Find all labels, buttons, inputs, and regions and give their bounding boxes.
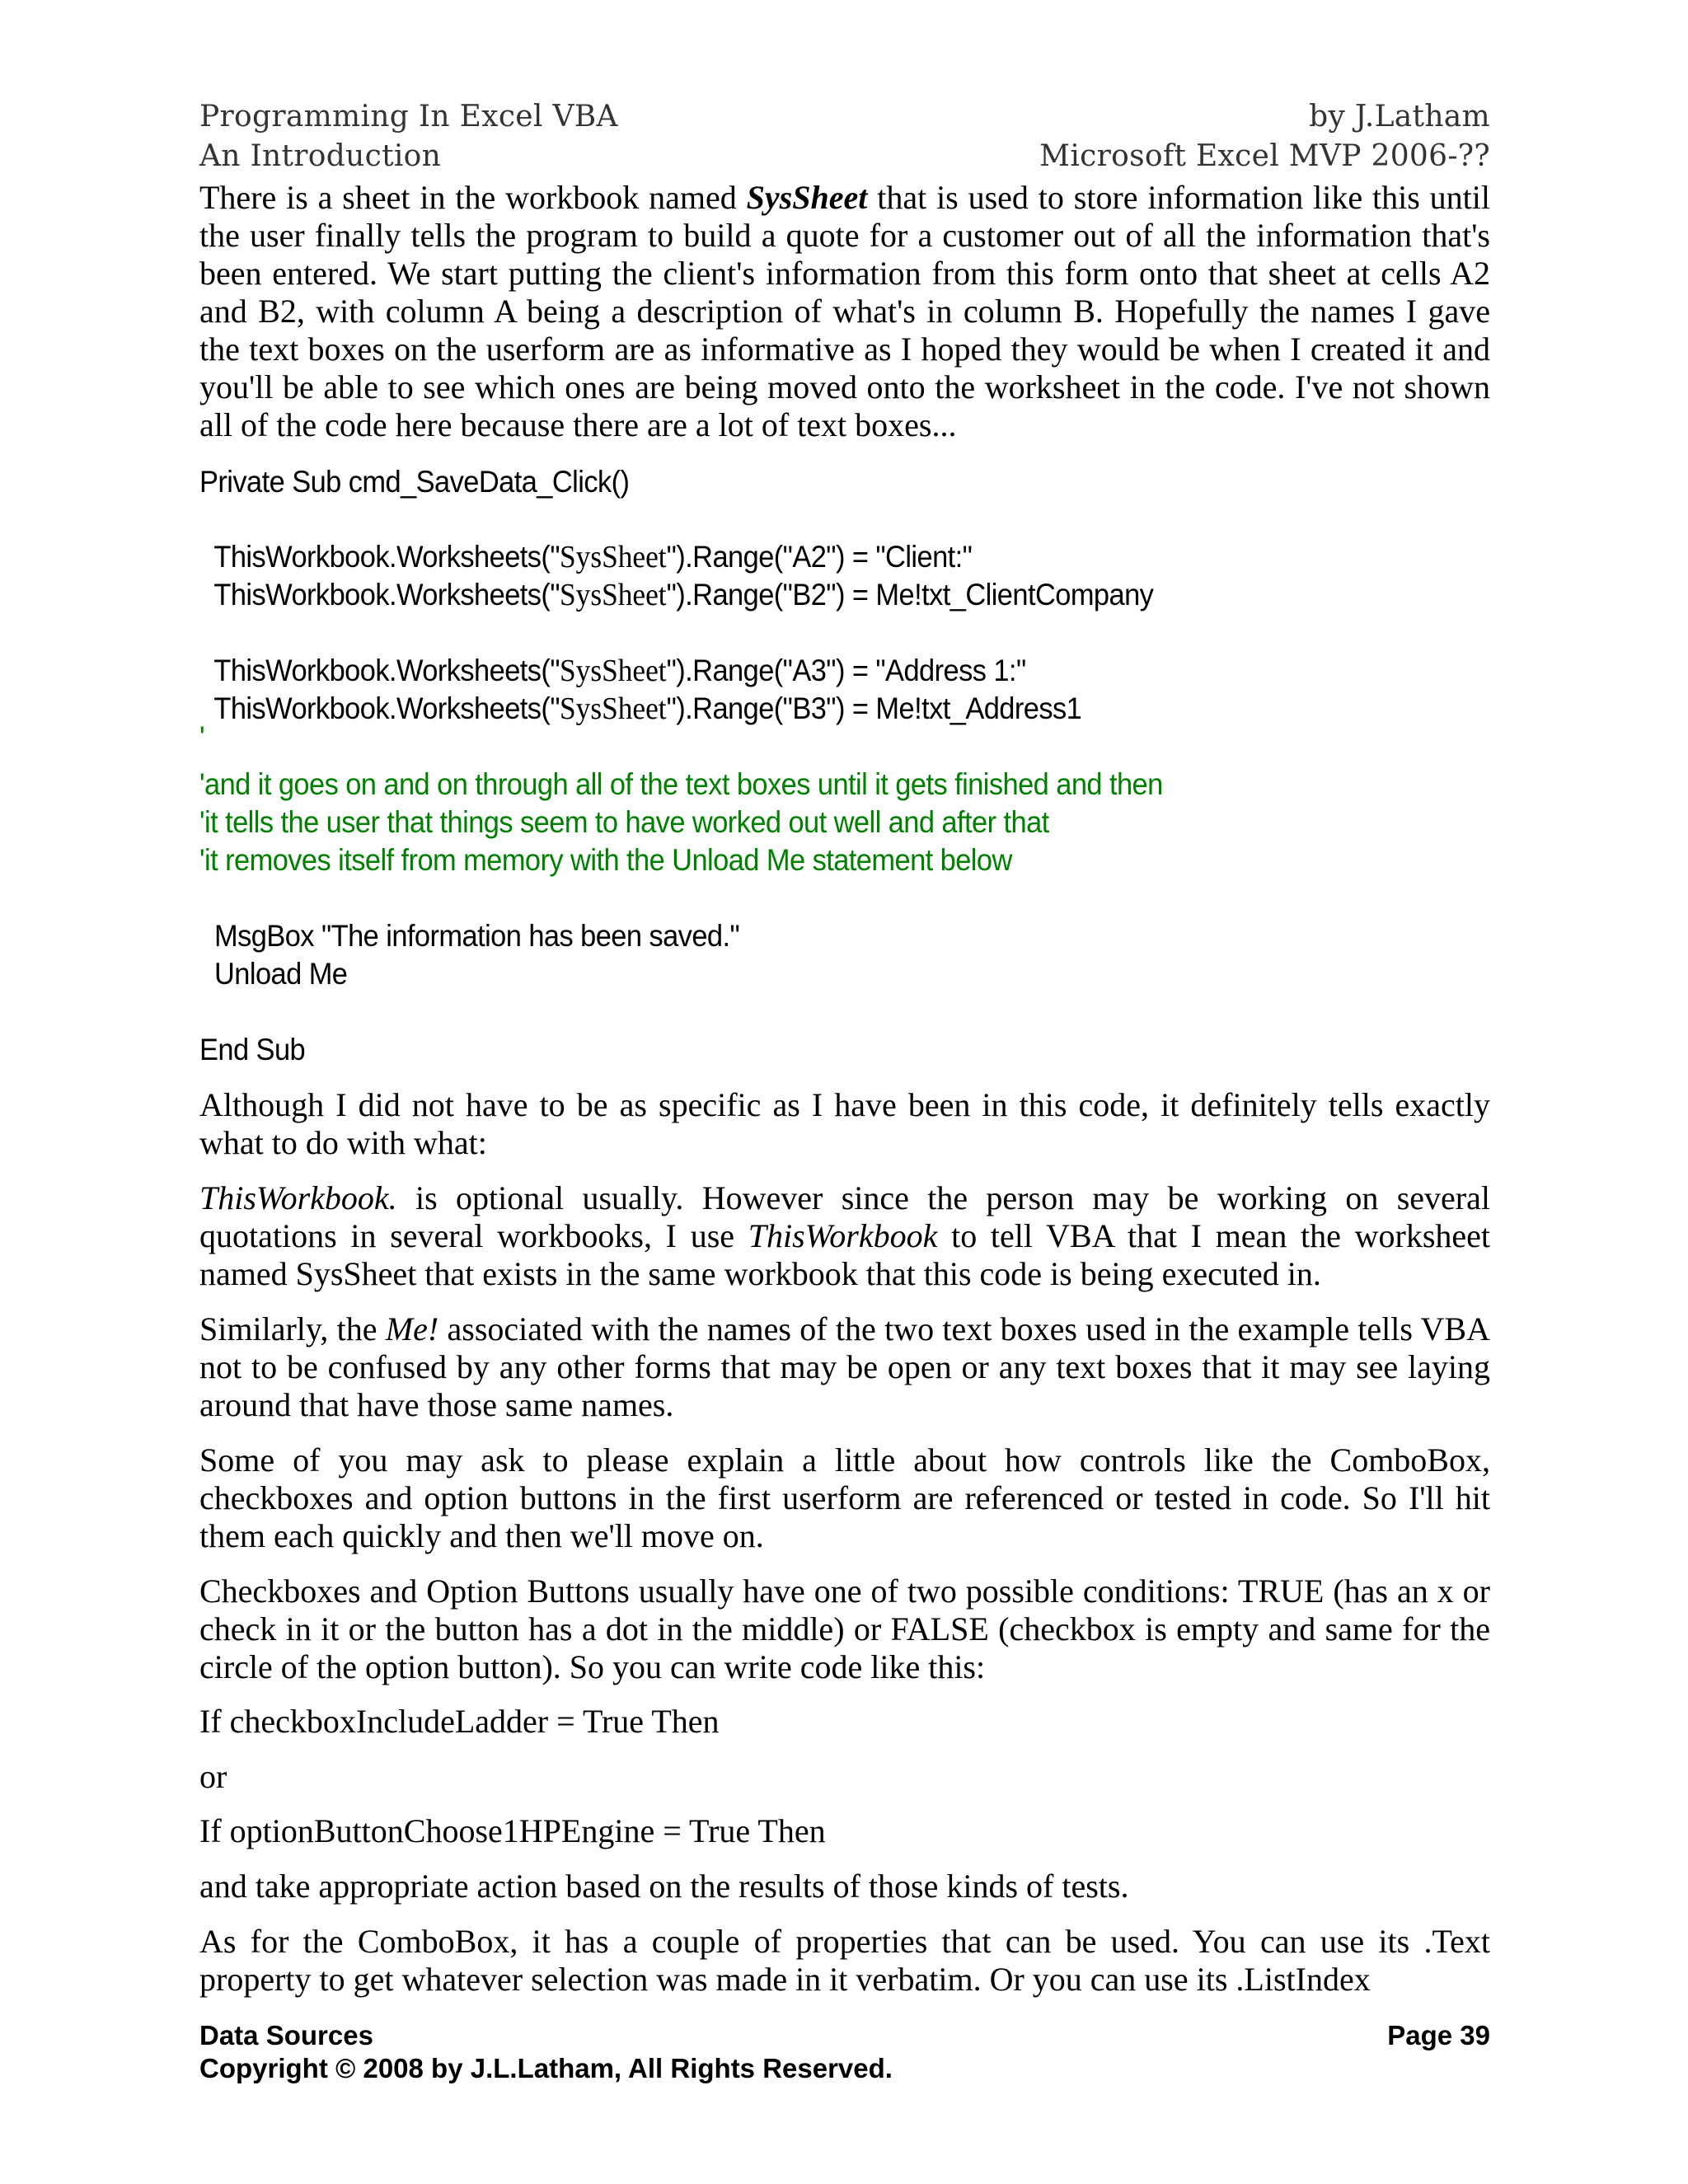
book-title: Programming In Excel VBA [199,100,618,134]
paragraph-appropriate-action: and take appropriate action based on the results of those kinds of tests. [199,1868,1129,1905]
code-prefix: ThisWorkbook.Worksheets(" [199,691,560,725]
me-emphasis: Me! [385,1310,439,1347]
author-name: by J.Latham [1309,100,1490,134]
code-line-a2 [199,538,972,576]
code-sheet-name: SysSheet [559,578,667,612]
intro-text-b: that is used to store information like this until the user finally tells the program to build a quote for a customer out of all the information that's been entered. We start putting the client's information from this form onto that sheet at cells A2 and B2, with column A being a description of what's in column B. Hopefully the names I gave the text boxes on the userform are as informative as I hoped they would be when I created it and you'll be able to see which ones are being moved onto the worksheet in the code. I've not shown all of the code here because there are a lot of text boxes... [199,179,1490,443]
code-sheet-name: SysSheet [559,540,667,574]
author-title: Microsoft Excel MVP 2006-?? [1039,139,1490,173]
code-example-option-button: If optionButtonChoose1HPEngine = True Then [199,1812,826,1849]
code-suffix: ").Range("A2") = "Client:" [666,540,973,574]
code-sub-declaration: Private Sub cmd_SaveData_Click() [199,465,630,499]
paragraph-text: is optional usually. However since the person may be working on several quotations in several workbooks, I use [199,1179,1490,1254]
code-example-checkbox: If checkboxIncludeLadder = True Then [199,1703,720,1740]
paragraph-combobox: As for the ComboBox, it has a couple of properties that can be used. You can use its .Text property to get whatever selection was made in it verbatim. Or you can use its .ListIndex [199,1923,1490,1998]
code-suffix: ").Range("A3") = "Address 1:" [666,654,1026,687]
code-prefix: ThisWorkbook.Worksheets(" [199,654,560,687]
code-suffix: ").Range("B2") = Me!txt_ClientCompany [666,578,1154,612]
code-prefix: ThisWorkbook.Worksheets(" [199,540,560,574]
copyright-notice: Copyright © 2008 by J.L.Latham, All Rights Reserved. [199,2053,893,2083]
page-header [199,97,1490,176]
thisworkbook-emphasis: ThisWorkbook. [199,1179,397,1216]
code-comment-tick: ' [199,720,205,754]
paragraph-thisworkbook [199,1179,1490,1293]
code-unload-line: Unload Me [199,957,348,991]
paragraph-text: Similarly, the [199,1310,386,1347]
intro-paragraph [199,179,1490,444]
paragraph-controls: Some of you may ask to please explain a little about how controls like the ComboBox, checkboxes and option buttons in the first userform are referenced or tested in code. So I'll hit them each quickly and then we'll move on. [199,1441,1490,1554]
book-subtitle: An Introduction [199,139,442,173]
code-line-b2 [199,576,1153,614]
code-line-a3 [199,652,1026,690]
code-prefix: ThisWorkbook.Worksheets(" [199,578,560,612]
code-msgbox-line: MsgBox "The information has been saved." [199,919,740,953]
thisworkbook-emphasis: ThisWorkbook [748,1217,938,1254]
paragraph-text: to tell VBA that I mean the worksheet named SysSheet that exists in the same workbook that this code is being executed in. [199,1217,1491,1292]
page-footer [199,2019,1490,2085]
code-sheet-name: SysSheet [559,654,667,688]
sheet-name-emphasis: SysSheet [746,179,868,216]
code-suffix: ").Range("B3") = Me!txt_Address1 [666,691,1082,725]
code-line-b3 [199,690,1081,728]
code-sheet-name: SysSheet [559,691,667,726]
code-comment-line-2: 'it tells the user that things seem to have worked out well and after that [199,805,1049,839]
footer-section: Data Sources [199,2020,373,2050]
code-comment-line-3: 'it removes itself from memory with the Unload Me statement below [199,843,1012,877]
code-end-sub: End Sub [199,1033,306,1066]
page-number: Page 39 [1387,2020,1490,2050]
paragraph-or: or [199,1758,227,1795]
code-comment-line-1: 'and it goes on and on through all of the text boxes until it gets finished and then [199,767,1163,801]
paragraph-me [199,1310,1490,1424]
paragraph-specific: Although I did not have to be as specific as I have been in this code, it definitely tells exactly what to do with what: [199,1086,1490,1161]
paragraph-text: associated with the names of the two text boxes used in the example tells VBA not to be confused by any other forms that may be open or any text boxes that it may see laying around that have those same names. [199,1310,1491,1423]
intro-text-a: There is a sheet in the workbook named [199,179,747,216]
paragraph-checkboxes: Checkboxes and Option Buttons usually have one of two possible conditions: TRUE (has an x or check in it or the button has a dot in the middle) or FALSE (checkbox is empty and same for the circle of the option button). So you can write code like this: [199,1572,1490,1685]
